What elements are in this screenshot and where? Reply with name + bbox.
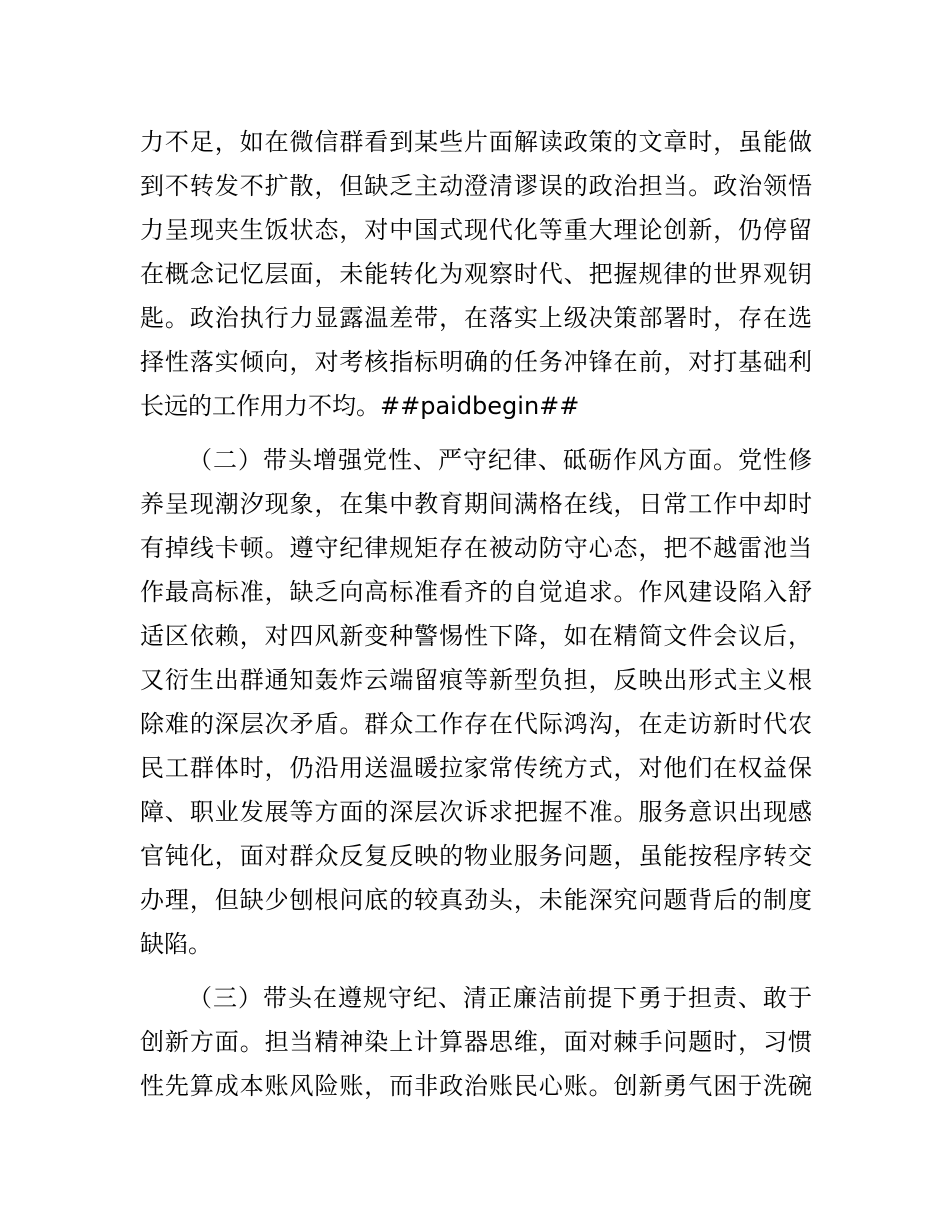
text-line: 缺陷。 <box>140 930 212 958</box>
text-line: 又衍生出群通知轰炸云端留痕等新型负担，反映出形式主义根 <box>140 666 812 694</box>
text-line: 到不转发不扩散，但缺乏主动澄清谬误的政治担当。政治领悟 <box>140 172 812 200</box>
text-line: 适区依赖，对四风新变种警惕性下降，如在精简文件会议后， <box>140 622 812 650</box>
paragraph-political-awareness <box>140 120 812 428</box>
text-line: 创新方面。担当精神染上计算器思维，面对棘手问题时，习惯 <box>140 1028 812 1056</box>
text-line: 养呈现潮汐现象，在集中教育期间满格在线，日常工作中却时 <box>140 490 812 518</box>
paragraph-responsibility-innovation <box>140 976 812 1108</box>
text-line: 力呈现夹生饭状态，对中国式现代化等重大理论创新，仍停留 <box>140 216 812 244</box>
text-line: 民工群体时，仍沿用送温暖拉家常传统方式，对他们在权益保 <box>140 754 812 782</box>
text-line: 办理，但缺少刨根问底的较真劲头，未能深究问题背后的制度 <box>140 886 812 914</box>
text-line: （二）带头增强党性、严守纪律、砥砺作风方面。党性修 <box>188 446 812 474</box>
text-line: 匙。政治执行力显露温差带，在落实上级决策部署时，存在选 <box>140 304 812 332</box>
paragraph-gap <box>140 966 812 976</box>
text-line: 作最高标准，缺乏向高标准看齐的自觉追求。作风建设陷入舒 <box>140 578 812 606</box>
text-line: 择性落实倾向，对考核指标明确的任务冲锋在前，对打基础利 <box>140 348 812 376</box>
text-line: 障、职业发展等方面的深层次诉求把握不准。服务意识出现感 <box>140 798 812 826</box>
text-line: 在概念记忆层面，未能转化为观察时代、把握规律的世界观钥 <box>140 260 812 288</box>
paragraph-party-spirit <box>140 438 812 966</box>
text-line: 长远的工作用力不均。##paidbegin## <box>140 392 580 420</box>
text-line: 官钝化，面对群众反复反映的物业服务问题，虽能按程序转交 <box>140 842 812 870</box>
text-line: 有掉线卡顿。遵守纪律规矩存在被动防守心态，把不越雷池当 <box>140 534 812 562</box>
document-page <box>140 120 812 1108</box>
text-line: 除难的深层次矛盾。群众工作存在代际鸿沟，在走访新时代农 <box>140 710 812 738</box>
text-line: （三）带头在遵规守纪、清正廉洁前提下勇于担责、敢于 <box>188 984 812 1012</box>
paragraph-gap <box>140 428 812 438</box>
text-line: 力不足，如在微信群看到某些片面解读政策的文章时，虽能做 <box>140 128 812 156</box>
text-line: 性先算成本账风险账，而非政治账民心账。创新勇气困于洗碗 <box>140 1072 812 1100</box>
